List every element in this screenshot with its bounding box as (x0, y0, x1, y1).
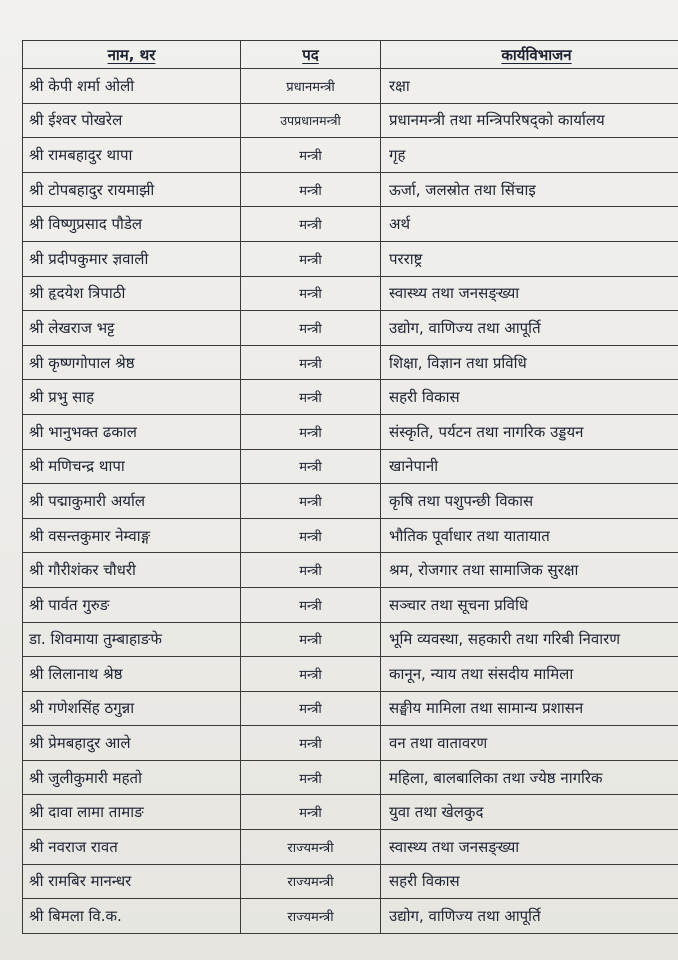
table-row (23, 346, 678, 381)
name-cell: श्री पार्वत गुरुङ (23, 588, 241, 623)
post-cell: मन्त्री (241, 623, 381, 658)
table-row (23, 726, 678, 761)
table-row (23, 242, 678, 277)
name-cell: श्री बिमला वि.क. (23, 899, 241, 934)
post-cell: राज्यमन्त्री (241, 865, 381, 900)
table-row (23, 899, 678, 934)
department-cell: स्वास्थ्य तथा जनसङ्ख्या (381, 277, 678, 312)
department-cell: सङ्घीय मामिला तथा सामान्य प्रशासन (381, 692, 678, 727)
department-cell: प्रधानमन्त्री तथा मन्त्रिपरिषद्को कार्यालय (381, 104, 678, 139)
post-cell: राज्यमन्त्री (241, 830, 381, 865)
table-row (23, 657, 678, 692)
name-cell: श्री मणिचन्द्र थापा (23, 450, 241, 485)
name-cell: श्री ईश्वर पोखरेल (23, 104, 241, 139)
table-header-row (23, 41, 678, 69)
table-row (23, 795, 678, 830)
post-cell: प्रधानमन्त्री (241, 69, 381, 104)
table-row (23, 380, 678, 415)
post-cell: मन्त्री (241, 450, 381, 485)
department-cell: संस्कृति, पर्यटन तथा नागरिक उड्डयन (381, 415, 678, 450)
table-row (23, 415, 678, 450)
department-cell: गृह (381, 138, 678, 173)
table-row (23, 277, 678, 312)
name-cell: श्री गणेशसिंह ठगुन्ना (23, 692, 241, 727)
table-row (23, 450, 678, 485)
department-cell: उद्योग, वाणिज्य तथा आपूर्ति (381, 311, 678, 346)
post-cell: मन्त्री (241, 484, 381, 519)
table-row (23, 519, 678, 554)
post-cell: मन्त्री (241, 761, 381, 796)
table-row (23, 865, 678, 900)
post-cell: मन्त्री (241, 415, 381, 450)
post-cell: मन्त्री (241, 242, 381, 277)
table-row (23, 311, 678, 346)
post-cell: मन्त्री (241, 138, 381, 173)
department-cell: युवा तथा खेलकुद (381, 795, 678, 830)
post-cell: उपप्रधानमन्त्री (241, 104, 381, 139)
table-row (23, 104, 678, 139)
department-cell: वन तथा वातावरण (381, 726, 678, 761)
post-cell: मन्त्री (241, 277, 381, 312)
name-cell: श्री हृदयेश त्रिपाठी (23, 277, 241, 312)
table-row (23, 830, 678, 865)
header-post: पद (241, 41, 381, 69)
department-cell: श्रम, रोजगार तथा सामाजिक सुरक्षा (381, 553, 678, 588)
name-cell: श्री विष्णुप्रसाद पौडेल (23, 207, 241, 242)
post-cell: मन्त्री (241, 692, 381, 727)
department-cell: महिला, बालबालिका तथा ज्येष्ठ नागरिक (381, 761, 678, 796)
name-cell: श्री रामबिर मानन्धर (23, 865, 241, 900)
post-cell: मन्त्री (241, 311, 381, 346)
department-cell: परराष्ट्र (381, 242, 678, 277)
department-cell: अर्थ (381, 207, 678, 242)
department-cell: ऊर्जा, जलस्रोत तथा सिंचाइ (381, 173, 678, 208)
department-cell: उद्योग, वाणिज्य तथा आपूर्ति (381, 899, 678, 934)
post-cell: मन्त्री (241, 173, 381, 208)
department-cell: सहरी विकास (381, 380, 678, 415)
department-cell: स्वास्थ्य तथा जनसङ्ख्या (381, 830, 678, 865)
name-cell: श्री कृष्णगोपाल श्रेष्ठ (23, 346, 241, 381)
table-row (23, 69, 678, 104)
post-cell: मन्त्री (241, 726, 381, 761)
department-cell: भौतिक पूर्वाधार तथा यातायात (381, 519, 678, 554)
name-cell: श्री लिलानाथ श्रेष्ठ (23, 657, 241, 692)
table-row (23, 623, 678, 658)
name-cell: श्री नवराज रावत (23, 830, 241, 865)
department-cell: कृषि तथा पशुपन्छी विकास (381, 484, 678, 519)
department-cell: खानेपानी (381, 450, 678, 485)
department-cell: भूमि व्यवस्था, सहकारी तथा गरिबी निवारण (381, 623, 678, 658)
table-row (23, 173, 678, 208)
department-cell: कानून, न्याय तथा संसदीय मामिला (381, 657, 678, 692)
name-cell: श्री केपी शर्मा ओली (23, 69, 241, 104)
table-row (23, 138, 678, 173)
name-cell: श्री प्रभु साह (23, 380, 241, 415)
name-cell: श्री भानुभक्त ढकाल (23, 415, 241, 450)
name-cell: श्री प्रदीपकुमार ज्ञवाली (23, 242, 241, 277)
post-cell: मन्त्री (241, 795, 381, 830)
table-row (23, 761, 678, 796)
header-department: कार्यविभाजन (381, 41, 678, 69)
cabinet-table (22, 40, 678, 934)
table-row (23, 207, 678, 242)
table-row (23, 692, 678, 727)
name-cell: श्री लेखराज भट्ट (23, 311, 241, 346)
post-cell: मन्त्री (241, 519, 381, 554)
post-cell: मन्त्री (241, 588, 381, 623)
department-cell: रक्षा (381, 69, 678, 104)
table-row (23, 484, 678, 519)
post-cell: मन्त्री (241, 380, 381, 415)
name-cell: श्री प्रेमबहादुर आले (23, 726, 241, 761)
name-cell: श्री पद्माकुमारी अर्याल (23, 484, 241, 519)
name-cell: श्री वसन्तकुमार नेम्वाङ्ग (23, 519, 241, 554)
post-cell: राज्यमन्त्री (241, 899, 381, 934)
name-cell: श्री रामबहादुर थापा (23, 138, 241, 173)
post-cell: मन्त्री (241, 346, 381, 381)
name-cell: श्री जुलीकुमारी महतो (23, 761, 241, 796)
table-row (23, 553, 678, 588)
header-name: नाम, थर (23, 41, 241, 69)
name-cell: डा. शिवमाया तुम्बाहाङफे (23, 623, 241, 658)
name-cell: श्री टोपबहादुर रायमाझी (23, 173, 241, 208)
post-cell: मन्त्री (241, 207, 381, 242)
post-cell: मन्त्री (241, 657, 381, 692)
name-cell: श्री गौरीशंकर चौधरी (23, 553, 241, 588)
post-cell: मन्त्री (241, 553, 381, 588)
name-cell: श्री दावा लामा तामाङ (23, 795, 241, 830)
table-body (23, 69, 678, 934)
department-cell: सहरी विकास (381, 865, 678, 900)
department-cell: शिक्षा, विज्ञान तथा प्रविधि (381, 346, 678, 381)
department-cell: सञ्चार तथा सूचना प्रविधि (381, 588, 678, 623)
table-row (23, 588, 678, 623)
